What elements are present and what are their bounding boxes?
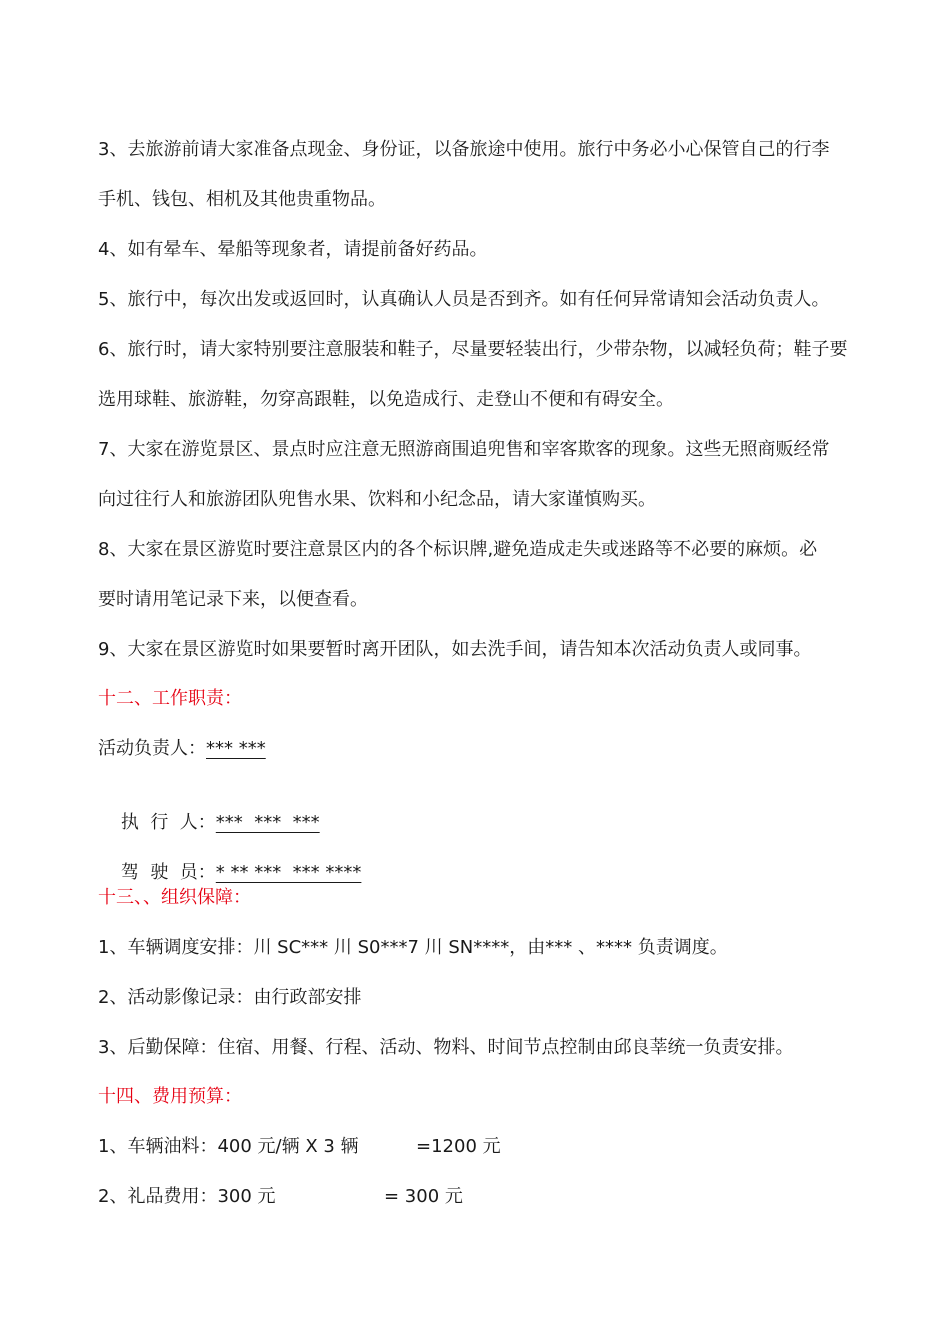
- budget-total: =1200 元: [416, 1136, 501, 1157]
- role-label: 驾 驶 员：: [120, 862, 216, 883]
- role-row: [98, 737, 858, 761]
- role-label: 活动负责人：: [98, 738, 206, 759]
- note-line: 向过往行人和旅游团队兜售水果、饮料和小纪念品，请大家谨慎购买。: [98, 489, 656, 510]
- budget-row: [98, 1135, 858, 1159]
- role-value: * ** *** *** ****: [215, 862, 362, 883]
- role-value: *** ***: [206, 738, 266, 759]
- note-line: 8、大家在景区游览时要注意景区内的各个标识牌,避免造成走失或迷路等不必要的麻烦。必: [98, 539, 818, 560]
- note-line: 6、旅行时，请大家特别要注意服装和鞋子，尽量要轻装出行，少带杂物，以减轻负荷；鞋子要: [98, 339, 848, 360]
- note-line: 9、大家在景区游览时如果要暂时离开团队，如去洗手间，请告知本次活动负责人或同事。: [98, 639, 812, 660]
- note-line: 3、去旅游前请大家准备点现金、身份证，以备旅途中使用。旅行中务必小心保管自己的行李: [98, 139, 830, 160]
- budget-label: 2、礼品费用：300 元: [98, 1186, 276, 1207]
- role-label: 执 行 人：: [120, 812, 216, 833]
- budget-row: [98, 1185, 858, 1209]
- support-item: 1、车辆调度安排：川 SC*** 川 S0***7 川 SN****，由*** 、**** 负责调度。: [98, 937, 728, 958]
- note-line: 手机、钱包、相机及其他贵重物品。: [98, 189, 386, 210]
- budget-total: = 300 元: [384, 1186, 463, 1207]
- note-line: 5、旅行中，每次出发或返回时，认真确认人员是否到齐。如有任何异常请知会活动负责人。: [98, 289, 830, 310]
- support-item: 2、活动影像记录：由行政部安排: [98, 987, 362, 1008]
- note-line: 4、如有晕车、晕船等现象者，请提前备好药品。: [98, 239, 488, 260]
- note-line: 选用球鞋、旅游鞋，勿穿高跟鞋，以免造成行、走登山不便和有碍安全。: [98, 389, 674, 410]
- budget-label: 1、车辆油料：400 元/辆 X 3 辆: [98, 1136, 359, 1157]
- section-heading-12: 十二、工作职责：: [98, 688, 242, 709]
- note-line: 要时请用笔记录下来，以便查看。: [98, 589, 368, 610]
- section-heading-13: 十三、、组织保障：: [98, 887, 251, 908]
- role-value: *** *** ***: [215, 812, 320, 833]
- note-line: 7、大家在游览景区、景点时应注意无照游商围追兜售和宰客欺客的现象。这些无照商贩经常: [98, 439, 830, 460]
- support-item: 3、后勤保障：住宿、用餐、行程、活动、物料、时间节点控制由邱良莘统一负责安排。: [98, 1037, 794, 1058]
- section-heading-14: 十四、费用预算：: [98, 1086, 242, 1107]
